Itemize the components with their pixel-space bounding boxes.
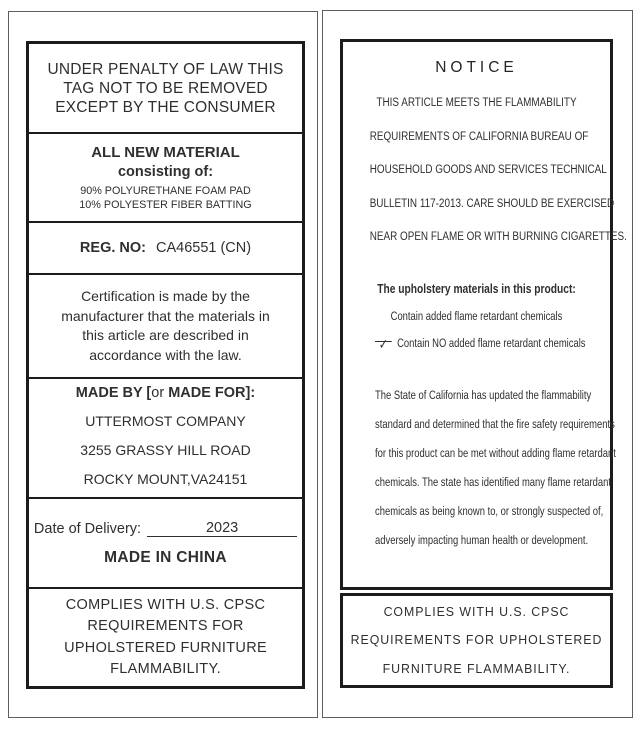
manufacturer-address bbox=[80, 407, 250, 494]
upholstery-heading: The upholstery materials in this product: bbox=[377, 280, 576, 296]
material-component: 10% POLYESTER FIBER BATTING bbox=[79, 198, 252, 211]
checked-checkbox bbox=[375, 335, 392, 354]
delivery-date-label: Date of Delivery: bbox=[33, 520, 142, 537]
certification-line: Certification is made by the bbox=[81, 288, 250, 304]
notice-title: NOTICE bbox=[435, 59, 518, 76]
notice-label-page bbox=[322, 10, 633, 718]
notice-line: REQUIREMENTS OF CALIFORNIA BUREAU OF bbox=[369, 128, 589, 143]
checkmark-icon: ✓ bbox=[378, 335, 388, 352]
registration-section bbox=[29, 223, 302, 275]
law-label-box bbox=[26, 41, 305, 689]
certification-line: manufacturer that the materials in bbox=[61, 307, 270, 324]
delivery-section bbox=[29, 499, 302, 589]
compliance-line: REQUIREMENTS FOR UPHOLSTERED bbox=[350, 632, 603, 648]
registration-number bbox=[80, 240, 251, 256]
state-line: The State of California has updated the flammability bbox=[375, 387, 592, 402]
made-by-heading-bold: MADE FOR]: bbox=[164, 384, 256, 401]
state-line: adversely impacting human health or development. bbox=[375, 532, 589, 547]
notice-line: HOUSEHOLD GOODS AND SERVICES TECHNICAL bbox=[369, 162, 607, 176]
made-by-heading bbox=[76, 383, 255, 403]
manufacturer-street: 3255 GRASSY HILL ROAD bbox=[80, 441, 251, 458]
compliance-line: COMPLIES WITH U.S. CPSC bbox=[65, 596, 266, 613]
penalty-line: TAG NOT TO BE REMOVED bbox=[63, 79, 268, 97]
material-title: ALL NEW MATERIAL bbox=[91, 144, 240, 161]
delivery-year-blank: 2023 bbox=[147, 520, 297, 537]
registration-value: CA46551 (CN) bbox=[155, 240, 252, 256]
manufacturer-city: ROCKY MOUNT,VA24151 bbox=[83, 470, 248, 487]
state-line: for this product can be met without adding flame retardant bbox=[375, 445, 616, 460]
left-compliance-section bbox=[29, 589, 302, 686]
material-section bbox=[29, 134, 302, 223]
compliance-line: UPHOLSTERED FURNITURE bbox=[64, 639, 267, 656]
penalty-section bbox=[29, 44, 302, 134]
certification-section bbox=[29, 275, 302, 379]
certification-line: this article are described in bbox=[82, 327, 249, 343]
option-contains-retardants: Contain added flame retardant chemicals bbox=[390, 308, 563, 323]
penalty-line: EXCEPT BY THE CONSUMER bbox=[55, 98, 276, 116]
notice-line: BULLETIN 117-2013. CARE SHOULD BE EXERCISED bbox=[369, 195, 615, 210]
made-by-section bbox=[29, 379, 302, 499]
option-no-retardants-label: Contain NO added flame retardant chemicals bbox=[397, 335, 586, 350]
state-line: chemicals. The state has identified many flame retardant bbox=[375, 474, 611, 489]
material-components bbox=[79, 185, 251, 212]
material-subtitle: consisting of: bbox=[117, 164, 214, 180]
made-by-heading-regular: or bbox=[151, 384, 165, 401]
state-line: chemicals as being known to, or strongly suspected of, bbox=[375, 503, 604, 518]
state-update-paragraph bbox=[343, 381, 616, 555]
certification-line: accordance with the law. bbox=[89, 346, 242, 363]
delivery-date-row bbox=[34, 520, 297, 537]
made-by-heading-bold: MADE BY [ bbox=[75, 384, 152, 401]
registration-label: REG. NO: bbox=[79, 240, 146, 256]
material-component: 90% POLYURETHANE FOAM PAD bbox=[80, 185, 251, 197]
left-label-page bbox=[8, 11, 318, 718]
notice-line: THIS ARTICLE MEETS THE FLAMMABILITY bbox=[376, 95, 577, 109]
notice-box bbox=[340, 39, 627, 590]
penalty-line: UNDER PENALTY OF LAW THIS bbox=[47, 60, 284, 78]
manufacturer-name: UTTERMOST COMPANY bbox=[85, 412, 246, 429]
compliance-line: REQUIREMENTS FOR bbox=[87, 618, 244, 634]
notice-line: NEAR OPEN FLAME OR WITH BURNING CIGARETTES. bbox=[369, 229, 627, 243]
right-compliance-box bbox=[340, 593, 613, 688]
state-line: standard and determined that the fire safety requirements bbox=[375, 416, 615, 431]
compliance-line: FLAMMABILITY. bbox=[110, 661, 221, 677]
option-no-retardants bbox=[375, 335, 586, 354]
compliance-line: FURNITURE FLAMMABILITY. bbox=[382, 660, 571, 676]
country-of-origin: MADE IN CHINA bbox=[104, 548, 227, 566]
compliance-line: COMPLIES WITH U.S. CPSC bbox=[383, 603, 570, 619]
flammability-notice-paragraph bbox=[343, 86, 627, 254]
